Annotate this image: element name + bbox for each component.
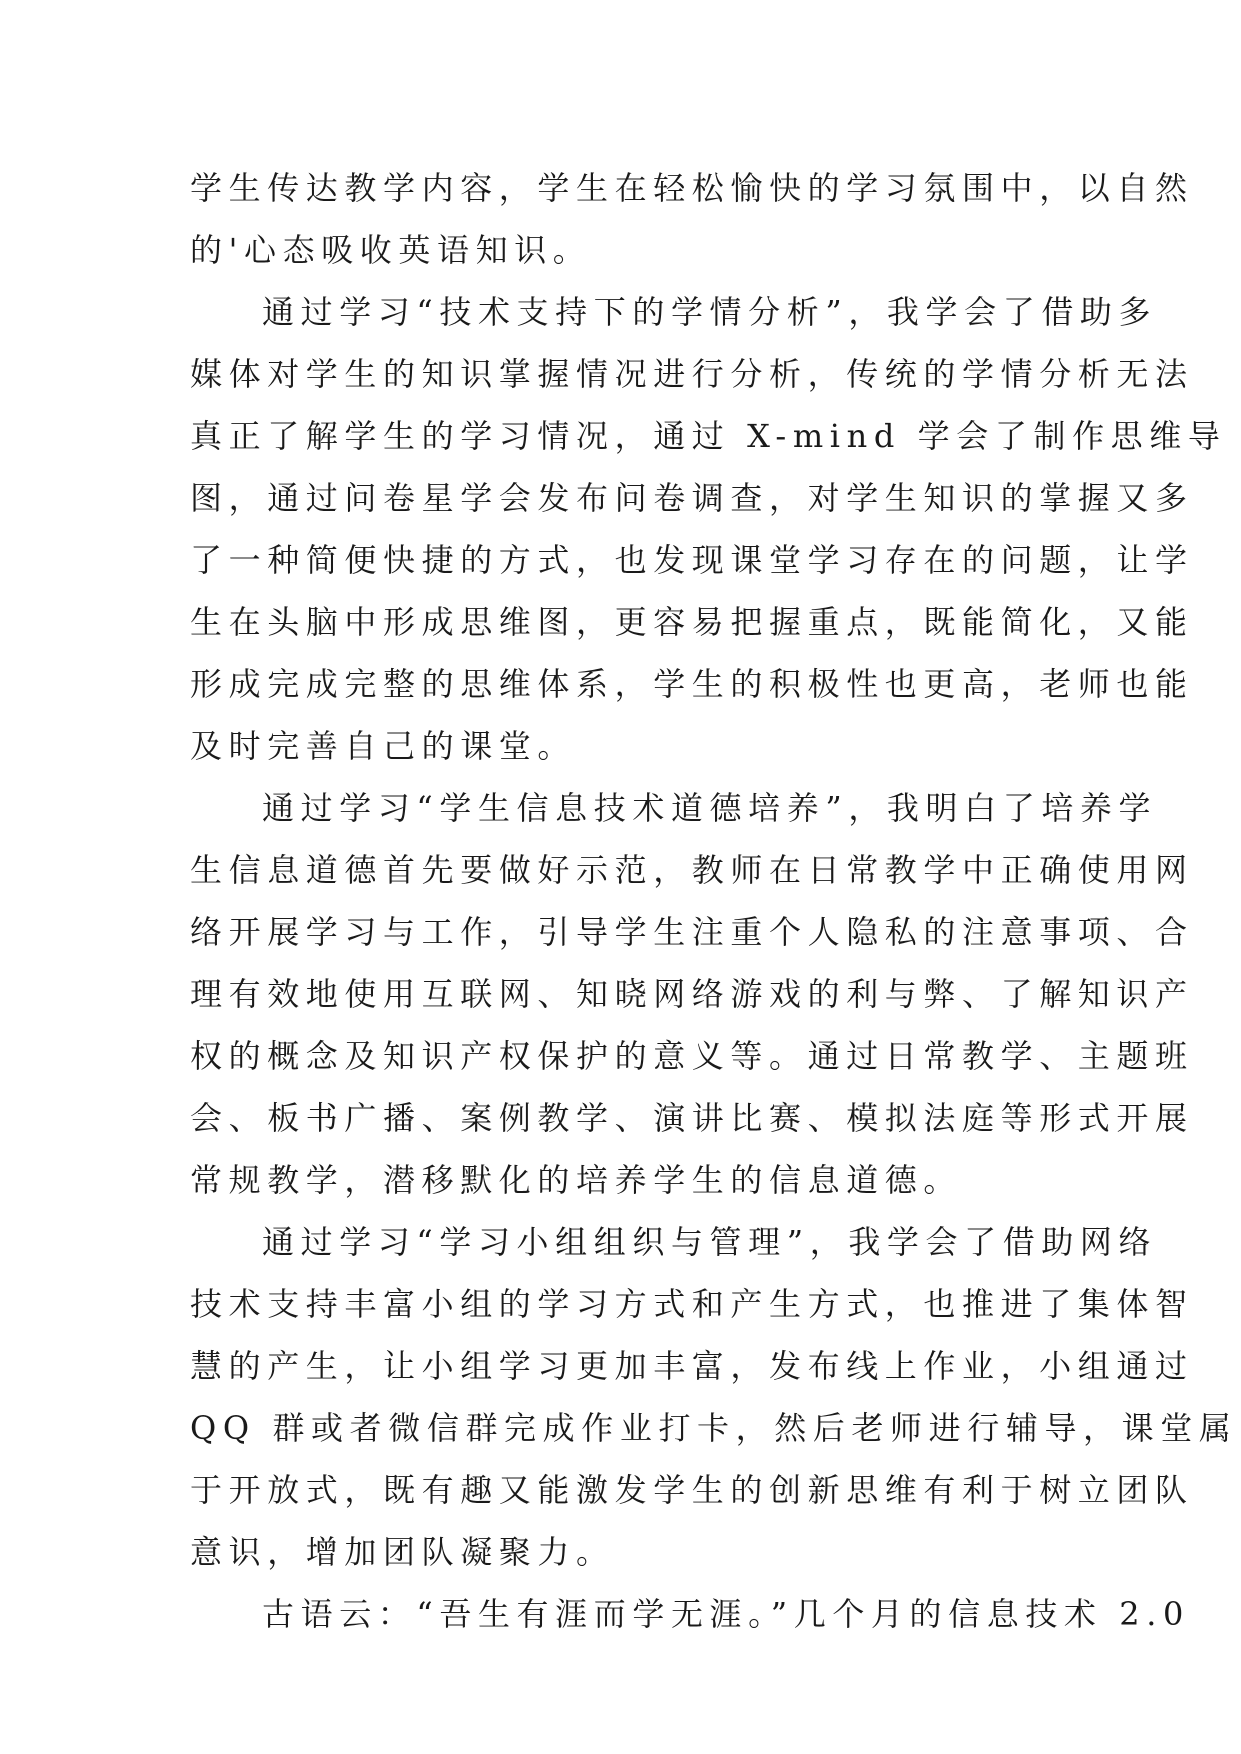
text-line: 生信息道德首先要做好示范，教师在日常教学中正确使用网 (190, 851, 1194, 889)
text-line: 了一种简便快捷的方式，也发现课堂学习存在的问题，让学 (190, 541, 1194, 579)
text-line: 意识，增加团队凝聚力。 (190, 1533, 615, 1571)
text-line: 技术支持丰富小组的学习方式和产生方式，也推进了集体智 (190, 1285, 1194, 1323)
paragraph (190, 1211, 1238, 1583)
text-line: 图，通过问卷星学会发布问卷调查，对学生知识的掌握又多 (190, 479, 1194, 517)
text-line: 古语云：“吾生有涯而学无涯。”几个月的信息技术 2.0 (262, 1595, 1190, 1633)
text-line: QQ 群或者微信群完成作业打卡，然后老师进行辅导，课堂属 (190, 1409, 1238, 1447)
text-line: 会、板书广播、案例教学、演讲比赛、模拟法庭等形式开展 (190, 1099, 1194, 1137)
text-line: 学生传达教学内容，学生在轻松愉快的学习氛围中，以自然 (190, 169, 1194, 207)
text-line: 的'心态吸收英语知识。 (190, 231, 592, 269)
text-line: 慧的产生，让小组学习更加丰富，发布线上作业，小组通过 (190, 1347, 1194, 1385)
paragraph (190, 281, 1227, 777)
text-line: 通过学习“学习小组组织与管理”，我学会了借助网络 (262, 1223, 1158, 1261)
paragraph (190, 1583, 1190, 1645)
text-line: 形成完成完整的思维体系，学生的积极性也更高，老师也能 (190, 665, 1194, 703)
text-line: 于开放式，既有趣又能激发学生的创新思维有利于树立团队 (190, 1471, 1194, 1509)
text-line: 理有效地使用互联网、知晓网络游戏的利与弊、了解知识产 (190, 975, 1194, 1013)
text-line: 及时完善自己的课堂。 (190, 727, 577, 765)
text-line: 权的概念及知识产权保护的意义等。通过日常教学、主题班 (190, 1037, 1194, 1075)
text-line: 媒体对学生的知识掌握情况进行分析，传统的学情分析无法 (190, 355, 1194, 393)
text-line: 生在头脑中形成思维图，更容易把握重点，既能简化，又能 (190, 603, 1194, 641)
text-line: 通过学习“技术支持下的学情分析”，我学会了借助多 (262, 293, 1158, 331)
paragraph (190, 777, 1194, 1211)
document-body (190, 157, 1238, 1645)
paragraph (190, 157, 1194, 281)
text-line: 常规教学，潜移默化的培养学生的信息道德。 (190, 1161, 963, 1199)
text-line: 真正了解学生的学习情况，通过 X-mind 学会了制作思维导 (190, 417, 1227, 455)
text-line: 通过学习“学生信息技术道德培养”，我明白了培养学 (262, 789, 1158, 827)
text-line: 络开展学习与工作，引导学生注重个人隐私的注意事项、合 (190, 913, 1194, 951)
